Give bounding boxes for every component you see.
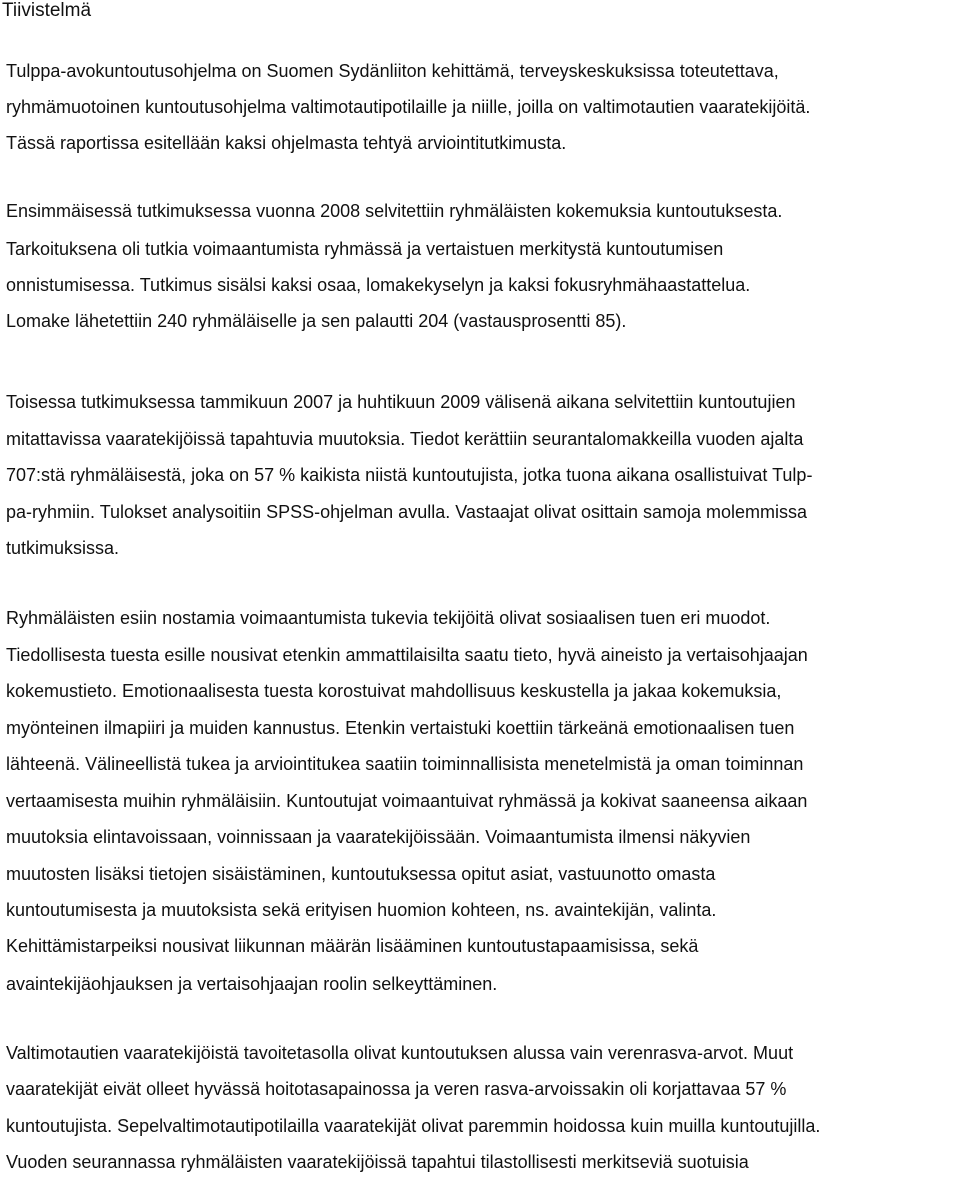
paragraph-line: lähteenä. Välineellistä tukea ja arviointitukea saatiin toiminnallisista menetelmistä ja oman toiminnan — [6, 754, 804, 774]
paragraph-line: mitattavissa vaaratekijöissä tapahtuvia muutoksia. Tiedot kerättiin seurantalomakkeilla vuoden ajalta — [6, 429, 804, 449]
paragraph-line: ryhmämuotoinen kuntoutusohjelma valtimotautipotilaille ja niille, joilla on valtimotautien vaaratekijöitä. — [6, 97, 811, 117]
paragraph-line: Tiedollisesta tuesta esille nousivat etenkin ammattilaisilta saatu tieto, hyvä aineisto ja vertaisohjaajan — [6, 645, 808, 665]
paragraph-line: Kehittämistarpeiksi nousivat liikunnan määrän lisääminen kuntoutustapaamisissa, sekä — [6, 936, 699, 956]
paragraph-line: avaintekijäohjauksen ja vertaisohjaajan roolin selkeyttäminen. — [6, 974, 498, 994]
paragraph-line: Ryhmäläisten esiin nostamia voimaantumista tukevia tekijöitä olivat sosiaalisen tuen eri muodot. — [6, 608, 771, 628]
paragraph-line: Valtimotautien vaaratekijöistä tavoitetasolla olivat kuntoutuksen alussa vain verenrasva-arvot. Muut — [6, 1043, 794, 1063]
paragraph-line: kuntoutujista. Sepelvaltimotautipotilailla vaaratekijät olivat paremmin hoidossa kuin muilla kuntoutujilla. — [6, 1116, 821, 1136]
paragraph-line: vaaratekijät eivät olleet hyvässä hoitotasapainossa ja veren rasva-arvoissakin oli korjattavaa 57 % — [6, 1079, 787, 1099]
paragraph-line: muutosten lisäksi tietojen sisäistäminen, kuntoutuksessa opitut asiat, vastuunotto omasta — [6, 864, 716, 884]
paragraph-line: 707:stä ryhmäläisestä, joka on 57 % kaikista niistä kuntoutujista, jotka tuona aikana osallistuivat Tulp- — [6, 465, 813, 485]
paragraph-line: Toisessa tutkimuksessa tammikuun 2007 ja huhtikuun 2009 välisenä aikana selvitettiin kuntoutujien — [6, 392, 796, 412]
paragraph-line: onnistumisessa. Tutkimus sisälsi kaksi osaa, lomakekyselyn ja kaksi fokusryhmähaastattelua. — [6, 275, 751, 295]
paragraph-line: kuntoutumisesta ja muutoksista sekä erityisen huomion kohteen, ns. avaintekijän, valinta. — [6, 900, 717, 920]
paragraph-line: Lomake lähetettiin 240 ryhmäläiselle ja sen palautti 204 (vastausprosentti 85). — [6, 311, 627, 331]
paragraph-line: kokemustieto. Emotionaalisesta tuesta korostuivat mahdollisuus keskustella ja jakaa kokemuksia, — [6, 681, 782, 701]
paragraph-line: Tässä raportissa esitellään kaksi ohjelmasta tehtyä arviointitutkimusta. — [6, 133, 567, 153]
paragraph-line: Tulppa-avokuntoutusohjelma on Suomen Sydänliiton kehittämä, terveyskeskuksissa toteutettava, — [6, 61, 779, 81]
paragraph-line: Vuoden seurannassa ryhmäläisten vaaratekijöissä tapahtui tilastollisesti merkitseviä suotuisia — [6, 1152, 749, 1172]
paragraph-line: vertaamisesta muihin ryhmäläisiin. Kuntoutujat voimaantuivat ryhmässä ja kokivat saaneensa aikaan — [6, 791, 808, 811]
paragraph-line: muutoksia elintavoissaan, voinnissaan ja vaaratekijöissään. Voimaantumista ilmensi näkyvien — [6, 827, 751, 847]
paragraph-line: Ensimmäisessä tutkimuksessa vuonna 2008 selvitettiin ryhmäläisten kokemuksia kuntoutuksesta. — [6, 201, 783, 221]
paragraph-line: myönteinen ilmapiiri ja muiden kannustus. Etenkin vertaistuki koettiin tärkeänä emotionaalisen tuen — [6, 718, 795, 738]
paragraph-line: pa-ryhmiin. Tulokset analysoitiin SPSS-ohjelman avulla. Vastaajat olivat osittain samoja molemmissa — [6, 502, 808, 522]
document-heading: Tiivistelmä — [2, 0, 92, 21]
paragraph-line: tutkimuksissa. — [6, 538, 120, 558]
paragraph-line: Tarkoituksena oli tutkia voimaantumista ryhmässä ja vertaistuen merkitystä kuntoutumisen — [6, 239, 724, 259]
